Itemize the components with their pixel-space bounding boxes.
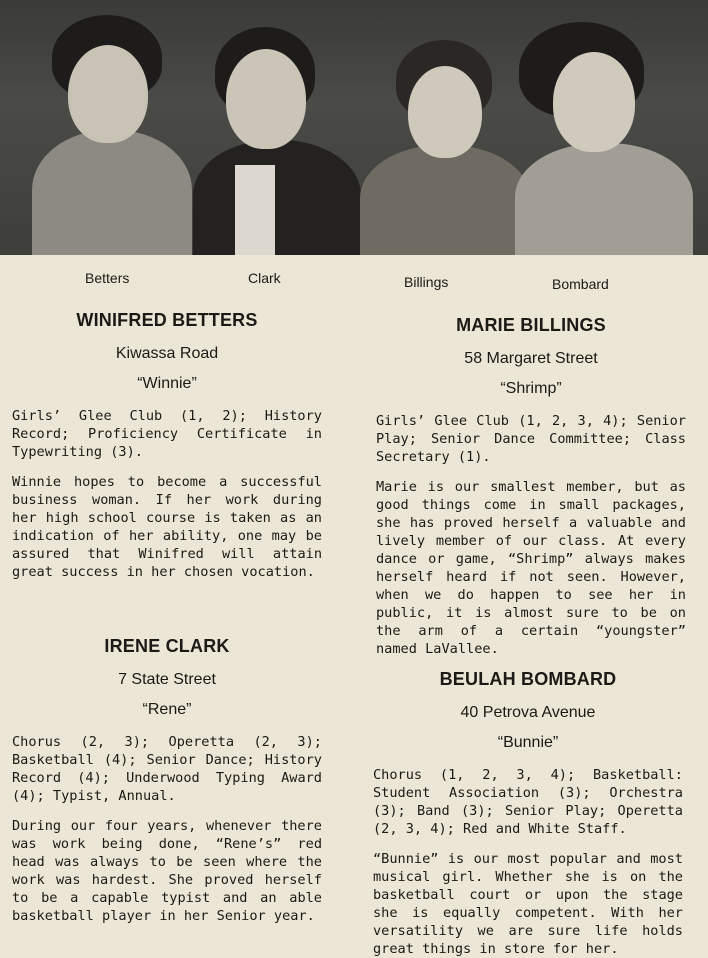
student-address: 7 State Street <box>118 671 216 688</box>
caption-clark: Clark <box>248 270 281 286</box>
student-name: IRENE CLARK <box>104 636 230 656</box>
caption-bombard: Bombard <box>552 276 609 292</box>
portrait-bombard <box>515 22 693 255</box>
student-name: MARIE BILLINGS <box>456 315 606 335</box>
student-address: Kiwassa Road <box>115 345 219 362</box>
class-photo <box>0 0 708 255</box>
portrait-clark <box>193 27 361 255</box>
portrait-billings <box>360 40 530 255</box>
student-nickname: “Rene” <box>142 701 192 718</box>
caption-betters: Betters <box>85 270 130 286</box>
entry-billings <box>376 315 686 658</box>
student-name: WINIFRED BETTERS <box>76 310 258 330</box>
student-activities: Chorus (1, 2, 3, 4); Basketball: Student Association (3); Orchestra (3); Band (3); Senior Play; Operetta (2, 3, 4); Red and White Staff. <box>373 767 683 837</box>
student-description: Winnie hopes to become a successful business woman. If her work during her high school course is taken as an indication of her ability, one may be assured that Winifred will attain great success in her chosen vocation. <box>12 474 322 580</box>
student-activities: Girls’ Glee Club (1, 2); History Record; Proficiency Certificate in Typewriting (3). <box>12 408 322 460</box>
caption-billings: Billings <box>404 274 449 290</box>
portrait-betters <box>30 15 195 255</box>
student-address: 40 Petrova Avenue <box>460 704 596 721</box>
entry-clark <box>12 636 322 925</box>
student-description: “Bunnie” is our most popular and most musical girl. Whether she is on the basketball court or upon the stage she is equally competent. With her versatility we are sure life holds great things in store for her. <box>373 851 683 957</box>
student-activities: Chorus (2, 3); Operetta (2, 3); Basketball (4); Senior Dance; History Record (4); Underwood Typing Award (4); Typist, Annual. <box>12 734 322 804</box>
student-address: 58 Margaret Street <box>464 350 598 367</box>
student-description: During our four years, whenever there was work being done, “Rene’s” red head was always to be seen where the work was hardest. She proved herself to be a capable typist and an able basketball player in her Senior year. <box>12 818 322 924</box>
student-description: Marie is our smallest member, but as good things come in small packages, she has proved herself a valuable and lively member of our class. At every dance or game, “Shrimp” always makes herself heard if not seen. However, when we do happen to see her in public, it is almost sure to be on the arm of a certain “youngster” named LaVallee. <box>376 479 686 657</box>
student-nickname: “Bunnie” <box>497 734 559 751</box>
student-activities: Girls’ Glee Club (1, 2, 3, 4); Senior Play; Senior Dance Committee; Class Secretary (1). <box>376 413 686 465</box>
entry-bombard <box>373 669 683 958</box>
student-nickname: “Shrimp” <box>500 380 562 397</box>
student-name: BEULAH BOMBARD <box>439 669 617 689</box>
student-nickname: “Winnie” <box>137 375 197 392</box>
entry-betters <box>12 310 322 581</box>
